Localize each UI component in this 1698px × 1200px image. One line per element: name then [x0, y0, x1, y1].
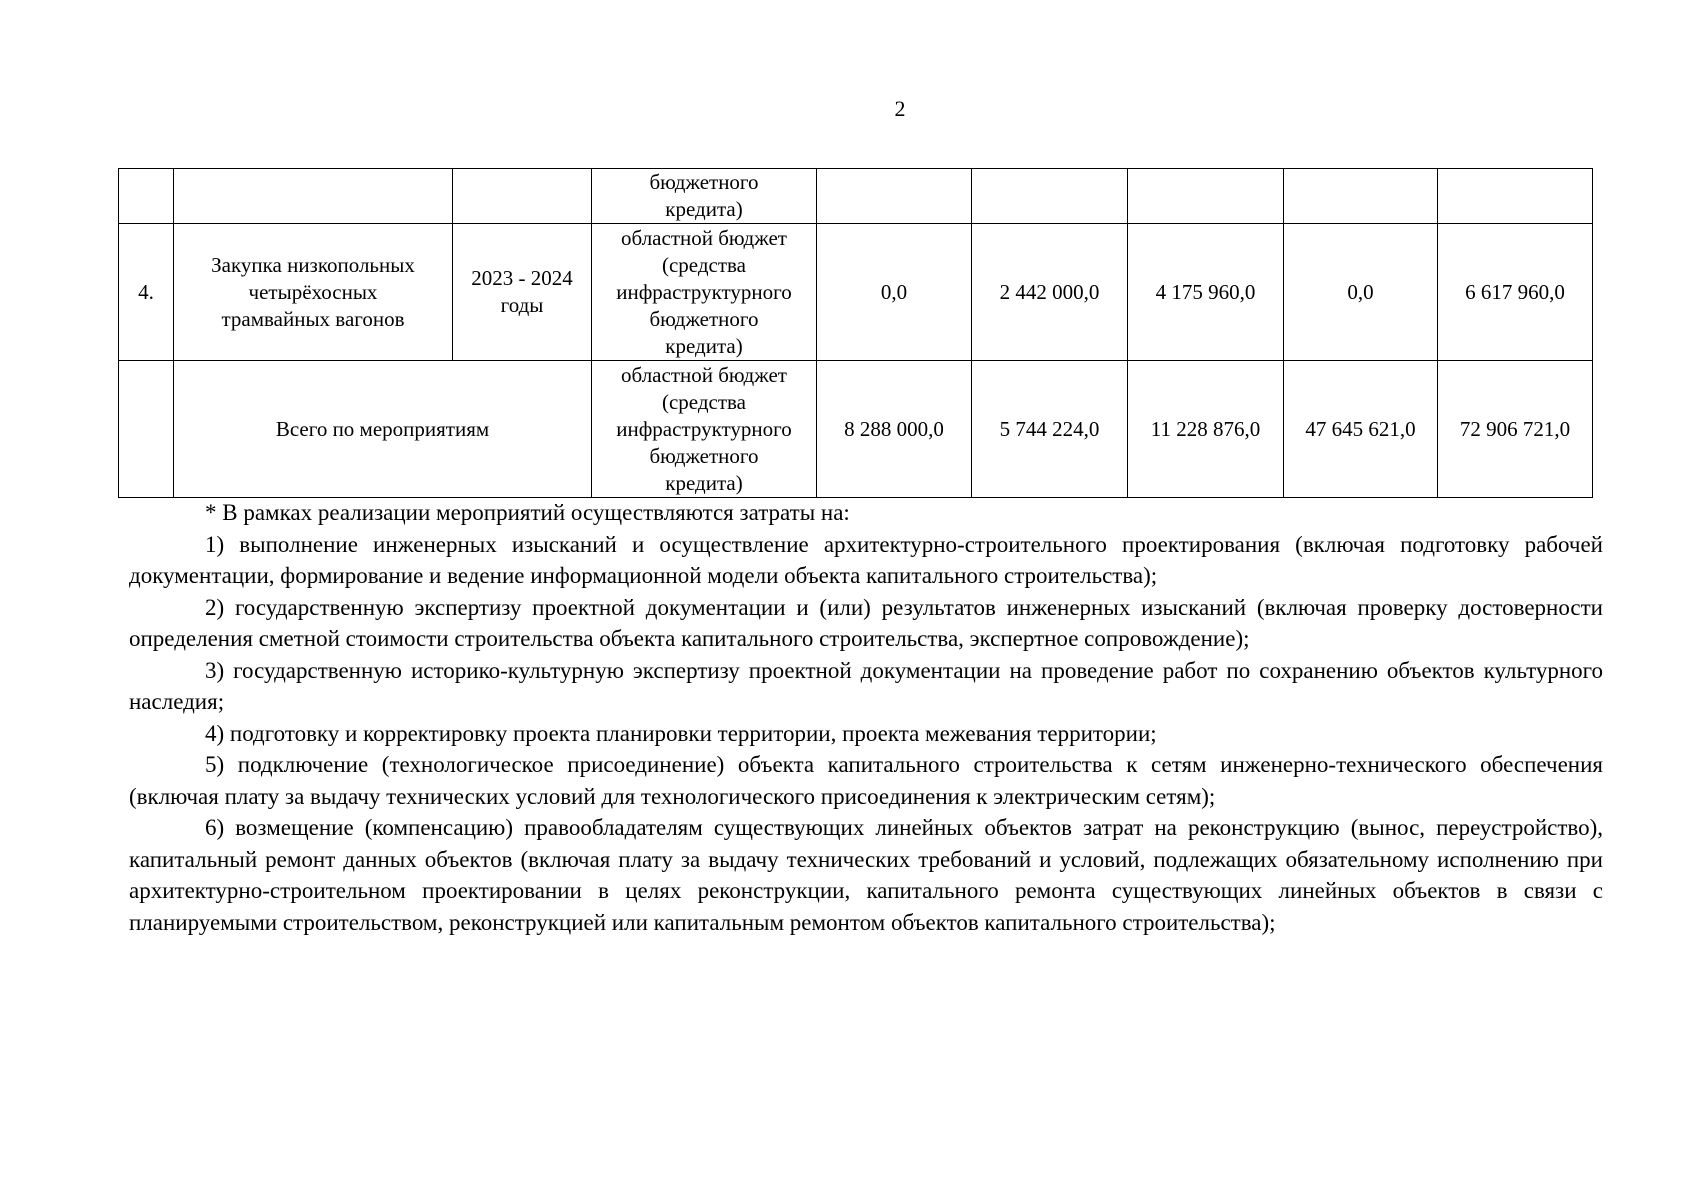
value-cell: 0,0	[817, 224, 972, 361]
table-cell	[119, 361, 174, 498]
row-number-text: 4.	[138, 279, 154, 304]
table-row-continuation	[119, 169, 1593, 224]
note-item-2: 2) государственную экспертизу проектной документации и (или) результатов инженерных изысканий (включая проверку достоверности определения сметной стоимости строительства объекта капитального строительства, экспертное сопровождение);	[129, 594, 1603, 651]
period-text: 2023 - 2024 годы	[471, 266, 573, 317]
note-item-3: 3) государственную историко-культурную экспертизу проектной документации на проведение работ по сохранению объектов культурного наследия;	[129, 657, 1603, 714]
budget-table	[118, 168, 1593, 498]
table-cell	[1128, 169, 1284, 224]
cost-notes	[129, 497, 1603, 938]
total-value-cell: 8 288 000,0	[817, 361, 972, 498]
event-name	[174, 224, 453, 361]
period-cell	[453, 224, 592, 361]
source-text: областной бюджет (средства инфраструктурного бюджетного кредита)	[616, 225, 792, 358]
total-value-cell: 47 645 621,0	[1284, 361, 1438, 498]
source-cell	[592, 224, 817, 361]
table-row-4	[119, 224, 1593, 361]
table-row-total	[119, 361, 1593, 498]
total-value-cell: 11 228 876,0	[1128, 361, 1284, 498]
source-text: бюджетного кредита)	[649, 170, 759, 221]
row-number	[119, 224, 174, 361]
note-item-6: 6) возмещение (компенсацию) правообладателям существующих линейных объектов затрат на реконструкцию (вынос, переустройство), капитальный ремонт данных объектов (включая плату за выдачу технических требований и условий, подлежащих обязательному исполнению при архитектурно-строительном проектировании в целях реконструкции, капитального ремонта существующих линейных объектов в связи с планируемыми строительством, реконструкцией или капитальным ремонтом объектов капитального строительства);	[129, 815, 1603, 935]
note-item-1: 1) выполнение инженерных изысканий и осуществление архитектурно-строительного проектирования (включая подготовку рабочей документации, формирование и ведение информационной модели объекта капитального строительства);	[129, 531, 1603, 588]
total-value-cell: 72 906 721,0	[1438, 361, 1593, 498]
event-name-text: Закупка низкопольных четырёхосных трамвайных вагонов	[211, 252, 415, 331]
notes-intro: * В рамках реализации мероприятий осуществляются затраты на:	[205, 500, 850, 525]
table-cell-source	[592, 169, 817, 224]
note-item-5: 5) подключение (технологическое присоединение) объекта капитального строительства к сетям инженерно-технического обеспечения (включая плату за выдачу технических условий для технологического присоединения к электрическим сетям);	[129, 752, 1603, 809]
value-cell: 0,0	[1284, 224, 1438, 361]
page-number: 2	[894, 96, 906, 121]
table-cell	[119, 169, 174, 224]
source-text: областной бюджет (средства инфраструктурного бюджетного кредита)	[616, 362, 792, 495]
table-cell	[174, 169, 453, 224]
value-cell: 6 617 960,0	[1438, 224, 1593, 361]
table-cell	[1438, 169, 1593, 224]
table-cell	[972, 169, 1128, 224]
note-item-4: 4) подготовку и корректировку проекта планировки территории, проекта межевания территории;	[205, 720, 1157, 746]
table-cell	[453, 169, 592, 224]
value-cell: 2 442 000,0	[972, 224, 1128, 361]
source-cell	[592, 361, 817, 498]
total-value-cell: 5 744 224,0	[972, 361, 1128, 498]
total-label: Всего по мероприятиям	[174, 361, 592, 498]
table-cell	[1284, 169, 1438, 224]
table-cell	[817, 169, 972, 224]
value-cell: 4 175 960,0	[1128, 224, 1284, 361]
